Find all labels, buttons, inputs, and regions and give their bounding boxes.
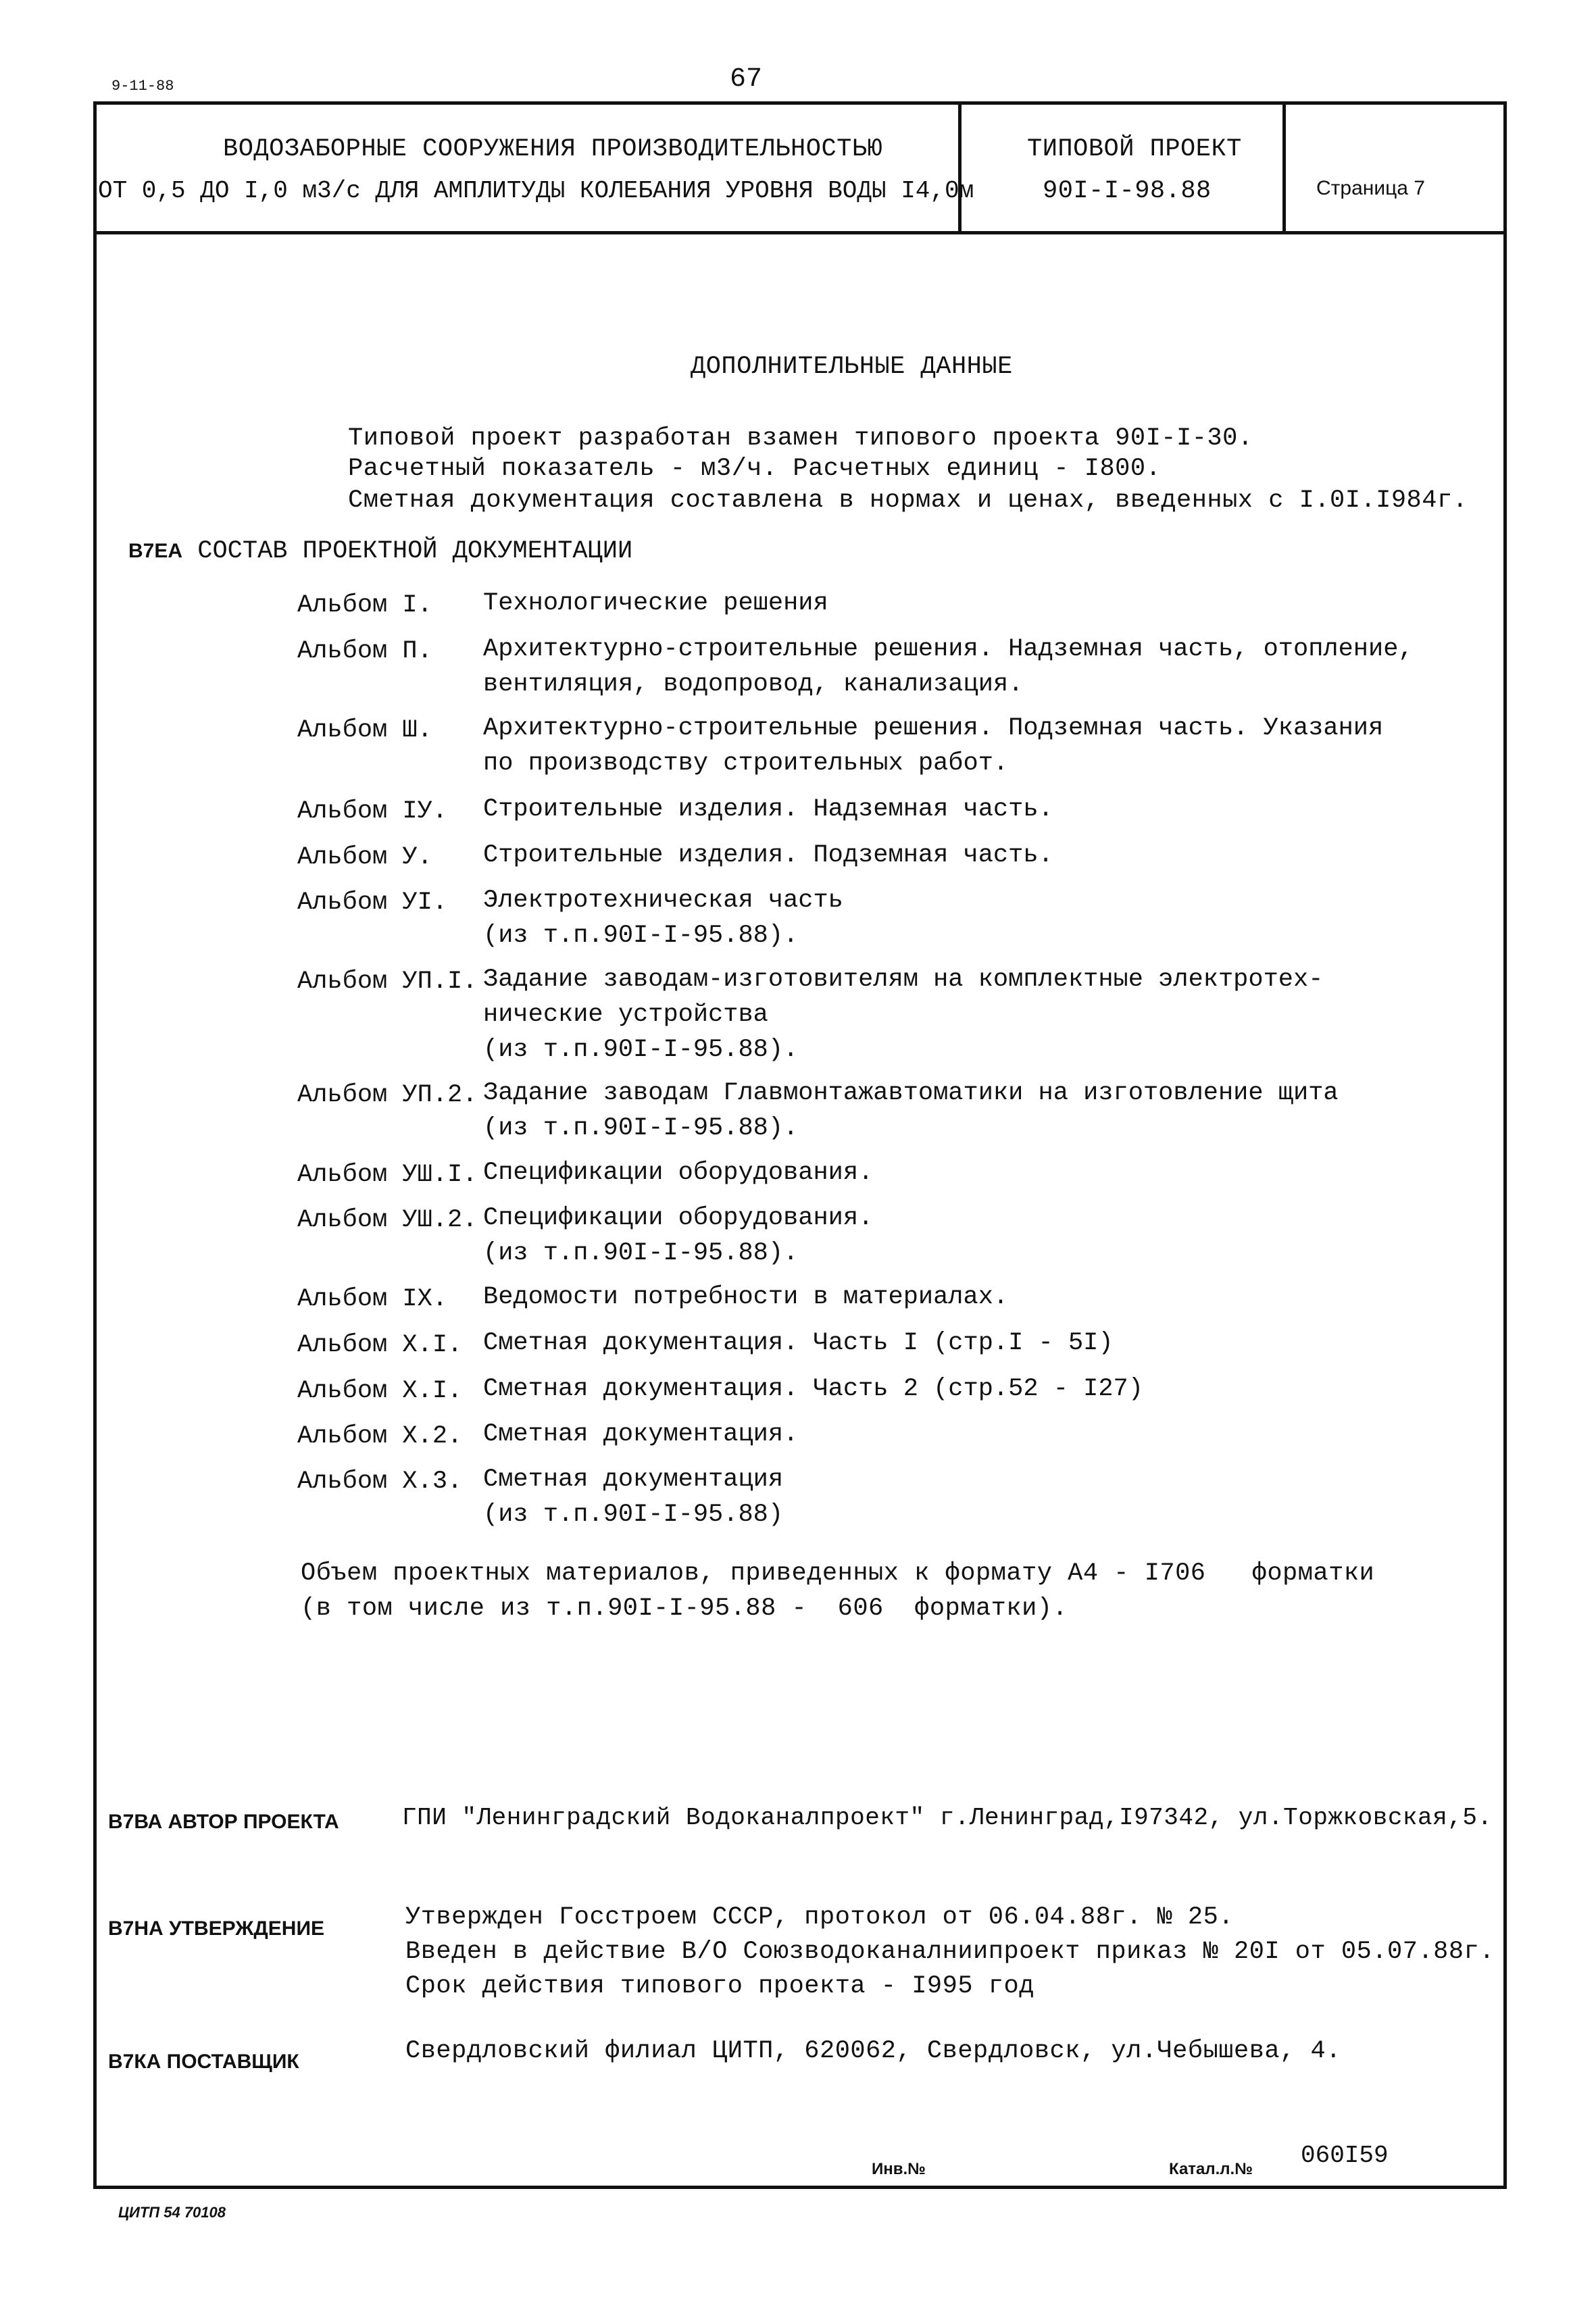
album-label: Альбом УП.I. (297, 967, 478, 996)
album-text (483, 1417, 798, 1452)
composition-heading (128, 537, 632, 565)
album-line: по производству строительных работ. (483, 749, 1009, 778)
composition-title: СОСТАВ ПРОЕКТНОЙ ДОКУМЕНТАЦИИ (197, 537, 633, 565)
album-line: вентиляция, водопровод, канализация. (483, 670, 1024, 699)
album-label: Альбом У. (297, 843, 432, 872)
album-line: Спецификации оборудования. (483, 1159, 874, 1187)
album-text (483, 1462, 783, 1532)
album-line: (из т.п.90I-I-95.88). (483, 1114, 799, 1142)
author-label: В7ВА АВТОР ПРОЕКТА (108, 1811, 339, 1833)
header-project-number: 90I-I-98.88 (1043, 177, 1212, 205)
album-text (483, 1076, 1339, 1146)
album-label: Альбом X.3. (297, 1467, 463, 1496)
album-line: (из т.п.90I-I-95.88). (483, 1239, 799, 1267)
album-line: Электротехническая часть (483, 886, 843, 915)
intro-line: Типовой проект разработан взамен типового проекта 90I-I-30. (348, 424, 1253, 453)
header-page-label: Страница 7 (1316, 177, 1425, 199)
album-label: Альбом УШ.2. (297, 1206, 478, 1234)
album-line: Архитектурно-строительные решения. Надземная часть, отопление, (483, 635, 1414, 663)
volume-line: Объем проектных материалов, приведенных к формату А4 - I706 форматки (301, 1559, 1375, 1588)
header-bottom-border (93, 231, 1507, 234)
header-divider-2 (1282, 101, 1286, 233)
header-title-line2: ОТ 0,5 ДО I,0 м3/с ДЛЯ АМПЛИТУДЫ КОЛЕБАНИЯ УРОВНЯ ВОДЫ I4,0м (98, 177, 974, 205)
album-line: Задание заводам Главмонтажавтоматики на изготовление щита (483, 1079, 1339, 1107)
album-line: Спецификации оборудования. (483, 1204, 874, 1232)
album-line: Архитектурно-строительные решения. Подземная часть. Указания (483, 714, 1384, 743)
intro-line: Сметная документация составлена в нормах и ценах, введенных с I.0I.I984г. (348, 486, 1468, 515)
album-text (483, 883, 843, 953)
header-title-line1: ВОДОЗАБОРНЫЕ СООРУЖЕНИЯ ПРОИЗВОДИТЕЛЬНОСТЬЮ (223, 135, 883, 164)
header-divider-1 (958, 101, 962, 233)
album-line: Сметная документация. Часть I (стр.I - 5I) (483, 1329, 1114, 1357)
album-label: Альбом УП.2. (297, 1081, 478, 1109)
album-text (483, 1201, 873, 1271)
album-label: Альбом I. (297, 591, 432, 620)
album-text (483, 1155, 873, 1190)
album-label: Альбом IX. (297, 1285, 448, 1313)
album-label: Альбом IУ. (297, 797, 448, 826)
album-line: нические устройства (483, 1001, 768, 1029)
album-label: Альбом X.2. (297, 1422, 463, 1451)
album-line: Строительные изделия. Надземная часть. (483, 795, 1053, 824)
album-line: Сметная документация. (483, 1420, 799, 1449)
supplier-label: В7КА ПОСТАВЩИК (108, 2051, 299, 2073)
album-label: Альбом Ш. (297, 716, 432, 745)
inventory-label: Инв.№ (872, 2160, 926, 2178)
album-line: Задание заводам-изготовителям на комплектные электротех- (483, 965, 1324, 994)
album-line: (из т.п.90I-I-95.88). (483, 922, 799, 950)
album-line: (из т.п.90I-I-95.88). (483, 1036, 799, 1064)
album-text (483, 711, 1383, 781)
album-line: Строительные изделия. Подземная часть. (483, 841, 1053, 870)
intro-line: Расчетный показатель - м3/ч. Расчетных единиц - I800. (348, 455, 1162, 483)
album-text (483, 838, 1053, 873)
header-project-label: ТИПОВОЙ ПРОЕКТ (1027, 135, 1242, 164)
album-label: Альбом X.I. (297, 1377, 463, 1405)
album-label: Альбом УШ.I. (297, 1161, 478, 1189)
album-line: Ведомости потребности в материалах. (483, 1283, 1009, 1311)
album-text (483, 962, 1323, 1067)
supplier-text: Свердловский филиал ЦИТП, 620062, Свердловск, ул.Чебышева, 4. (405, 2037, 1341, 2065)
section-title: ДОПОЛНИТЕЛЬНЫЕ ДАННЫЕ (691, 353, 1013, 381)
album-label: Альбом X.I. (297, 1331, 463, 1359)
document-date: 9-11-88 (111, 78, 174, 95)
album-line: Сметная документация. Часть 2 (стр.52 - I27) (483, 1375, 1143, 1403)
catalog-label: Катал.л.№ (1169, 2160, 1253, 2178)
approval-line: Утвержден Госстроем СССР, протокол от 06.04.88г. № 25. (405, 1903, 1234, 1932)
album-text (483, 632, 1414, 702)
album-text (483, 792, 1053, 827)
approval-line: Введен в действие В/О Союзводоканалниипроект приказ № 20I от 05.07.88г. (405, 1938, 1495, 1966)
album-text (483, 1372, 1143, 1407)
album-label: Альбом П. (297, 637, 432, 665)
page-number: 67 (730, 64, 763, 95)
approval-line: Срок действия типового проекта - I995 год (405, 1972, 1034, 2001)
album-text (483, 1280, 1008, 1315)
album-line: (из т.п.90I-I-95.88) (483, 1501, 784, 1529)
album-line: Сметная документация (483, 1465, 784, 1494)
approval-label: В7НА УТВЕРЖДЕНИЕ (108, 1917, 325, 1940)
volume-line: (в том числе из т.п.90I-I-95.88 - 606 форматки). (301, 1594, 1068, 1623)
print-mark: ЦИТП 54 70108 (118, 2204, 226, 2221)
album-label: Альбом УI. (297, 888, 448, 917)
composition-code: В7ЕА (128, 540, 183, 562)
author-text: ГПИ "Ленинградский Водоканалпроект" г.Ленинград,I97342, ул.Торжковская,5. (402, 1804, 1493, 1832)
album-text (483, 586, 828, 621)
album-text (483, 1326, 1114, 1361)
catalog-number: 060I59 (1301, 2142, 1389, 2169)
album-line: Технологические решения (483, 589, 828, 618)
